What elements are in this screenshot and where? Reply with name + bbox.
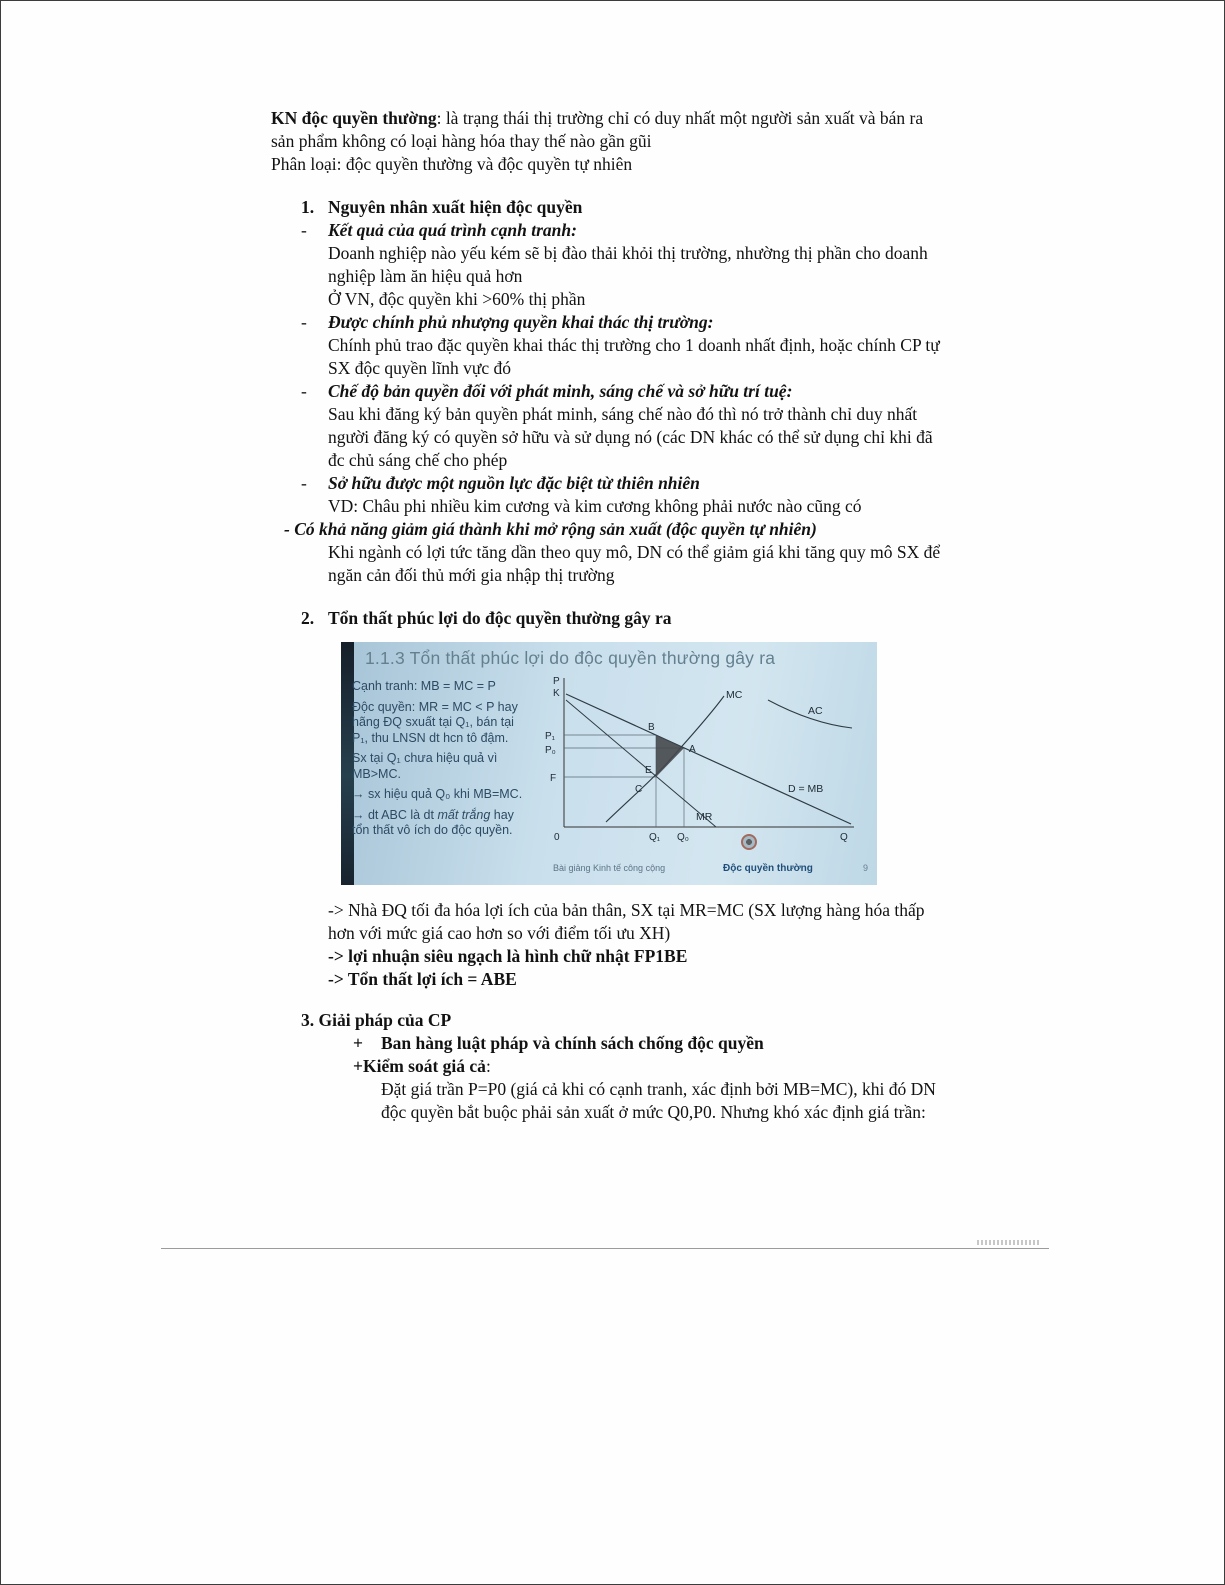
item-heading: Kết quả của quá trình cạnh tranh: [328,220,577,240]
curve-label-mc: MC [726,689,743,701]
monopoly-graph [536,670,866,861]
note-line: -> Nhà ĐQ tối đa hóa lợi ích của bản thân, SX tại MR=MC (SX lượng hàng hóa thấp hơn với mức giá cao hơn so với điểm tối ưu XH) [328,900,925,943]
slide-bullets [352,679,528,844]
plus-marker: + [353,1033,363,1053]
section1-heading [301,196,943,219]
graph-svg [536,670,866,855]
document-content [271,107,943,1124]
footer-smudge [977,1240,1041,1245]
section2-number: 2. [301,608,315,628]
section3-body: Đặt giá trần P=P0 (giá cả khi có cạnh tranh, xác định bởi MB=MC), khi đó DN độc quyền bắt buộc phải sản xuất ở mức Q0,P0. Nhưng khó xác định giá trần: [381,1079,936,1122]
slide-page-number: 9 [862,863,868,873]
slide-footer-topic: Độc quyền thường [723,863,813,874]
section3 [271,1009,943,1124]
slide-title: 1.1.3 Tổn thất phúc lợi do độc quyền thường gây ra [365,648,776,668]
item-heading: Được chính phủ nhượng quyền khai thác thị trường: [328,312,714,332]
section3-bullet2-text: +Kiểm soát giá cả [353,1056,486,1076]
item-body: VD: Châu phi nhiều kim cương và kim cương không phải nước nào cũng có [328,496,862,516]
axis-label-f: F [550,773,557,784]
note-line: -> lợi nhuận siêu ngạch là hình chữ nhật FP1BE [328,946,688,966]
item-heading: Chế độ bản quyền đối với phát minh, sáng chế và sở hữu trí tuệ: [328,381,793,401]
classification-line: Phân loại: độc quyền thường và độc quyền tự nhiên [271,154,633,174]
axis-label-q0: Q₀ [677,832,689,843]
section3-bullet1-text: Ban hàng luật pháp và chính sách chống độc quyền [381,1033,764,1053]
axis-label-p1: P₁ [545,731,556,742]
section1-number: 1. [301,197,315,217]
list-item [301,219,943,311]
intro-paragraph [271,107,943,153]
axis-label-0: 0 [554,832,560,843]
slide-bullet: Sx tại Q₁ chưa hiệu quả vì MB>MC. [352,751,498,781]
natural-monopoly-body: Khi ngành có lợi tức tăng dần theo quy mô, DN có thể giảm giá khi tăng quy mô SX để ngăn cản đối thủ mới gia nhập thị trường [328,542,941,585]
list-item [301,311,943,380]
section3-heading: 3. Giải pháp của CP [301,1010,452,1030]
point-label-a: A [689,744,696,755]
item-body: Chính phủ trao đặc quyền khai thác thị trường cho 1 doanh nhất định, hoặc chính CP tự SX độc quyền lĩnh vực đó [328,335,940,378]
section3-bullet1 [353,1032,943,1055]
section3-bullet2 [353,1055,943,1078]
axis-label-q: Q [840,832,848,843]
footer-divider [161,1248,1049,1249]
curve-label-mr: MR [696,811,713,823]
slide-bullet: Cạnh tranh: MB = MC = P [352,679,496,693]
list-marker: - [301,473,307,493]
analysis-notes [271,899,943,991]
note-line: -> Tổn thất lợi ích = ABE [328,969,517,989]
list-item [301,472,943,518]
point-label-c: C [635,784,643,795]
point-label-b: B [648,722,655,733]
slide-bullet: Độc quyền: MR = MC < P hay hãng ĐQ sxuất tại Q₁, bán tại P₁, thu LNSN dt hcn tô đậm. [352,699,518,745]
slide-bullet-text: hay tổn thất vô ích do độc quyền. [352,807,514,837]
intro-term: KN độc quyền thường [271,108,437,128]
intro-definition: : là trạng thái thị trường chỉ có duy nhất một người sản xuất và bán ra sản phẩm không có loại hàng hóa thay thế nào gần gũi [271,108,924,151]
axis-label-q1: Q₁ [649,832,661,843]
section2-heading [301,607,943,630]
list-item [301,380,943,472]
slide-bullet [352,808,528,839]
axis-label-p0: P₀ [545,745,556,756]
natural-monopoly-heading: - Có khả năng giảm giá thành khi mở rộng sản xuất (độc quyền tự nhiên) [284,519,817,539]
item-body: Sau khi đăng ký bản quyền phát minh, sáng chế nào đó thì nó trở thành chỉ duy nhất người đăng ký có quyền sở hữu và sử dụng nó (các DN khác có thể sử dụng chỉ khi đã đc chủ sáng chế cho phép [328,404,933,470]
item-note: Ở VN, độc quyền khi >60% thị phần [328,289,586,309]
axis-label-k: K [553,688,560,699]
item-body: Doanh nghiệp nào yếu kém sẽ bị đào thải khỏi thị trường, nhường thị phần cho doanh nghiệp làm ăn hiệu quả hơn [328,243,928,286]
list-marker: - [301,381,307,401]
colon: : [485,1056,491,1076]
slide-bullet: → sx hiệu quả Q₀ khi MB=MC. [352,787,523,801]
list-marker: - [301,312,307,332]
slide-footer-course: Bài giảng Kinh tế công cộng [553,863,666,873]
axis-label-p: P [553,676,560,687]
point-label-e: E [645,765,652,776]
slide-bullet-text: → dt ABC là dt [352,807,438,822]
curve-label-d: D = MB [788,783,824,795]
list-marker: - [301,220,307,240]
curve-label-ac: AC [808,705,823,717]
item-heading: Sở hữu được một nguồn lực đặc biệt từ thiên nhiên [328,473,700,493]
slide-bullet-emphasis: mất trắng [437,807,491,822]
section2-title: Tổn thất phúc lợi do độc quyền thường gây ra [328,608,672,628]
section1-title: Nguyên nhân xuất hiện độc quyền [328,197,583,217]
slide-image [341,642,877,885]
recording-dot-icon [741,834,757,850]
